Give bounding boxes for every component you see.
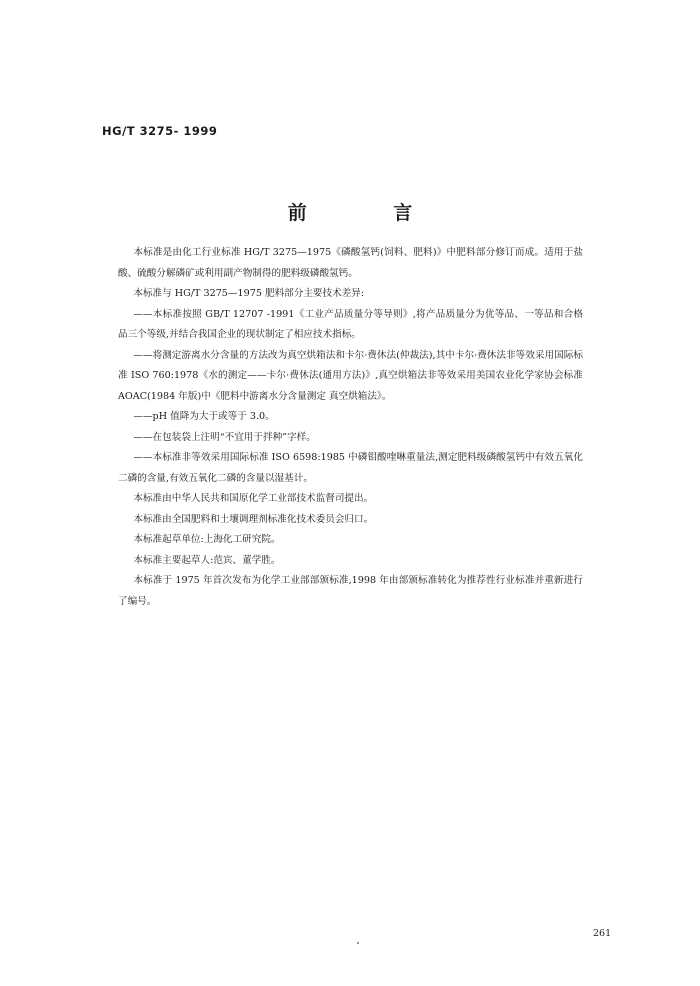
paragraph: 本标准是由化工行业标准 HG/T 3275—1975《磷酸氢钙(饲料、肥料)》中肥料部分修订而成。适用于盐酸、硫酸分解磷矿或利用副产物制得的肥料级磷酸氢钙。: [118, 247, 583, 279]
paragraph: 本标准起草单位:上海化工研究院。: [133, 534, 281, 545]
foreword-body: [118, 243, 583, 612]
paragraph: 本标准主要起草人:范宾、董学胜。: [133, 554, 281, 566]
paragraph: 本标准由全国肥料和土壤调理剂标准化技术委员会归口。: [133, 513, 374, 525]
paragraph: ——将测定游离水分含量的方法改为真空烘箱法和卡尔·费休法(仲裁法),其中卡尔·费休法非等效采用国际标准 ISO 760:1978《水的测定——卡尔·费休法(通用方法)》,真空烘箱法非等效采用美国农业化学家协会标准 AOAC(1984 年版)中《肥料中游离水分含量测定 真空烘箱法》。: [118, 349, 583, 402]
paragraph: 本标准于 1975 年首次发布为化学工业部部颁标准,1998 年由部颁标准转化为推荐性行业标准并重新进行了编号。: [118, 575, 583, 607]
paragraph: 本标准与 HG/T 3275—1975 肥料部分主要技术差异:: [133, 288, 365, 299]
paragraph: ——pH 值降为大于或等于 3.0。: [133, 411, 275, 422]
paragraph: ——在包装袋上注明“不宜用于拌种”字样。: [133, 431, 316, 443]
paragraph: ——本标准按照 GB/T 12707 -1991《工业产品质量分等导则》,将产品质量分为优等品、一等品和合格品三个等级,并结合我国企业的现状制定了相应技术指标。: [118, 308, 583, 340]
page-number: 261: [593, 928, 612, 939]
scan-speck: [357, 942, 359, 944]
paragraph: ——本标准非等效采用国际标准 ISO 6598:1985 中磷钼酸喹啉重量法,测定肥料级磷酸氢钙中有效五氧化二磷的含量,有效五氧化二磷的含量以湿基计。: [118, 452, 583, 484]
page-title: 前 言: [287, 202, 453, 224]
standard-code: HG/T 3275- 1999: [102, 124, 218, 138]
paragraph: 本标准由中华人民共和国原化学工业部技术监督司提出。: [133, 493, 374, 504]
